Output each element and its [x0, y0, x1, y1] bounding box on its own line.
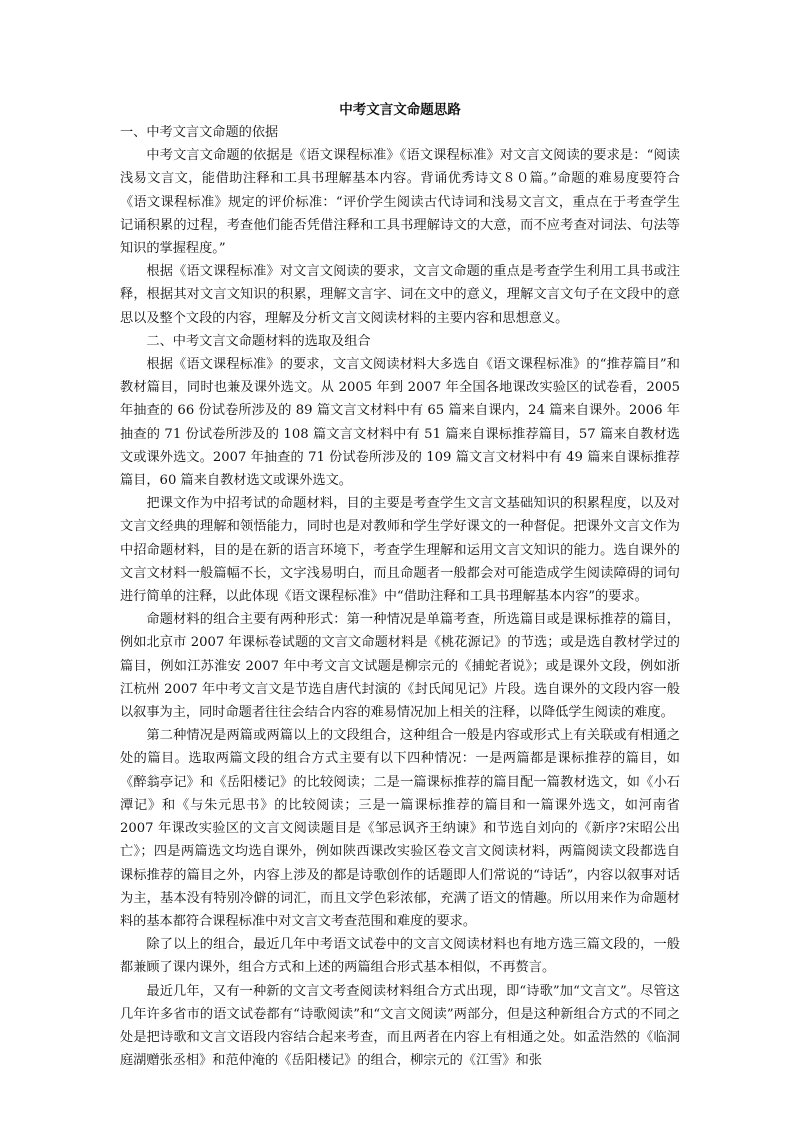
section-heading-1: 一、中考文言文命题的依据 — [120, 125, 279, 140]
paragraph: 除了以上的组合，最近几年中考语文试卷中的文言文阅读材料也有地方选三篇文段的，一般都兼顾了课内课外，组合方式和上述的两篇组合形式基本相似，不再赘言。 — [120, 937, 680, 976]
document-title: 中考文言文命题思路 — [339, 102, 461, 118]
paragraph: 把课文作为中招考试的命题材料，目的主要是考查学生文言文基础知识的积累程度，以及对文言文经典的理解和领悟能力，同时也是对教师和学生学好课文的一种督促。把课外文言文作为中招命题材料，目的是在新的语言环境下，考查学生理解和运用文言文知识的能力。选自课外的文言文材料一般篇幅不长，文字浅易明白，而且命题者一般都会对可能造成学生阅读障碍的词句进行简单的注释，以此体现《语文课程标准》中“借助注释和工具书理解基本内容”的要求。 — [120, 496, 680, 605]
document-body — [120, 99, 680, 1072]
paragraph: 最近几年，又有一种新的文言文考查阅读材料组合方式出现，即“诗歌”加“文言文”。尽管这几年许多省市的语文试卷都有“诗歌阅读”和“文言文阅读”两部分，但是这种新组合方式的不同之处是把诗歌和文言文语段内容结合起来考查，而且两者在内容上有相通之处。如孟浩然的《临洞庭湖赠张丞相》和范仲淹的《岳阳楼记》的组合，柳宗元的《江雪》和张 — [120, 983, 680, 1069]
paragraph: 第二种情况是两篇或两篇以上的文段组合，这种组合一般是内容或形式上有关联或有相通之处的篇目。选取两篇文段的组合方式主要有以下四种情况：一是两篇都是课标推荐的篇目，如《醉翁亭记》和《岳阳楼记》的比较阅读；二是一篇课标推荐的篇目配一篇教材选文，如《小石潭记》和《与朱元思书》的比较阅读；三是一篇课标推荐的篇目和一篇课外选文，如河南省 2007 年课改实验区的文言文阅读题目是《邹忌讽齐王纳谏》和节选自刘向的《新序?宋昭公出亡》；四是两篇选文均选自课外，例如陕西课改实验区卷文言文阅读材料，两篇阅读文段都选自课标推荐的篇目之外，内容上涉及的都是诗歌创作的话题即人们常说的“诗话”，内容以叙事对话为主，基本没有特别冷僻的词汇，而且文学色彩浓郁，充满了语文的情趣。所以用来作为命题材料的基本都符合课程标准中对文言文考查范围和难度的要求。 — [120, 728, 680, 929]
paragraph: 中考文言文命题的依据是《语文课程标准》《语文课程标准》对文言文阅读的要求是：“阅读浅易文言文，能借助注释和工具书理解基本内容。背诵优秀诗文８０篇。”命题的难易度要符合《语文课程标准》规定的评价标准：“评价学生阅读古代诗词和浅易文言文，重点在于考查学生记诵积累的过程，考查他们能否凭借注释和工具书理解诗文的大意，而不应考查对词法、句法等知识的掌握程度。” — [120, 148, 680, 257]
paragraph: 根据《语文课程标准》的要求，文言文阅读材料大多选自《语文课程标准》的“推荐篇目”和教材篇目，同时也兼及课外选文。从 2005 年到 2007 年全国各地课改实验区的试卷看，2005 年抽查的 66 份试卷所涉及的 89 篇文言文材料中有 65 篇来自课内，24 篇来自课外。2006 年抽查的 71 份试卷所涉及的 108 篇文言文材料中有 51 篇来自课标推荐篇目，57 篇来自教材选文或课外选文。2007 年抽查的 71 份试卷所涉及的 109 篇文言文材料中有 49 篇来自课标推荐篇目，60 篇来自教材选文或课外选文。 — [120, 357, 680, 489]
paragraph: 命题材料的组合主要有两种形式：第一种情况是单篇考查，所选篇目或是课标推荐的篇目，例如北京市 2007 年课标卷试题的文言文命题材料是《桃花源记》的节选；或是选自教材学过的篇目，例如江苏淮安 2007 年中考文言文试题是柳宗元的《捕蛇者说》；或是课外文段，例如浙江杭州 2007 年中考文言文是节选自唐代封演的《封氏闻见记》片段。选自课外的文段内容一般以叙事为主，同时命题者往往会结合内容的难易情况加上相关的注释，以降低学生阅读的难度。 — [120, 612, 680, 721]
paragraph: 根据《语文课程标准》对文言文阅读的要求，文言文命题的重点是考查学生利用工具书或注释，根据其对文言文知识的积累，理解文言字、词在文中的意义，理解文言文句子在文段中的意思以及整个文段的内容，理解及分析文言文阅读材料的主要内容和思想意义。 — [120, 264, 680, 326]
section-heading-2: 二、中考文言文命题材料的选取及组合 — [146, 333, 371, 349]
